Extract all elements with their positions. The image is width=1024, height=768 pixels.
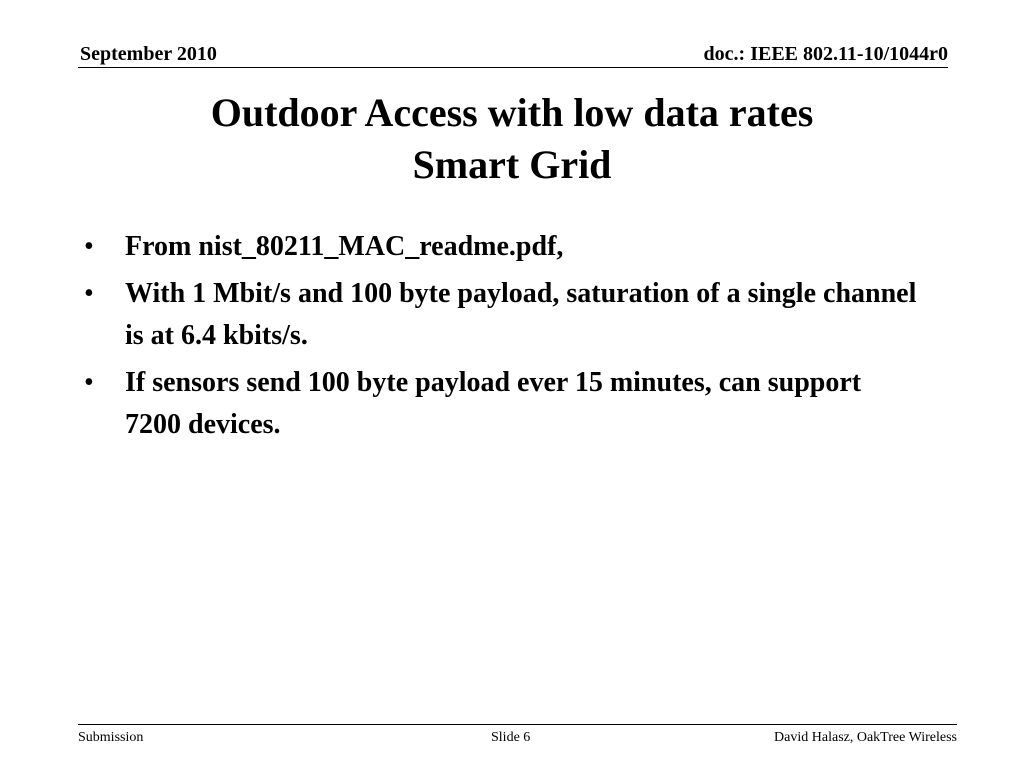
footer-slide-number: Slide 6 (491, 730, 531, 745)
slide-title (0, 87, 1024, 191)
bullet-item (84, 273, 924, 357)
bullet-text: From nist_80211_MAC_readme.pdf, (125, 231, 564, 262)
footer-author: David Halasz, OakTree Wireless (774, 730, 957, 745)
bullet-icon: • (84, 278, 94, 309)
footer-submission: Submission (78, 730, 144, 745)
footer-divider (78, 724, 957, 725)
header-doc-id: doc.: IEEE 802.11-10/1044r0 (703, 43, 948, 65)
slide-title-line-2: Smart Grid (412, 142, 612, 187)
header-date: September 2010 (80, 43, 217, 65)
slide-title-line-1: Outdoor Access with low data rates (210, 90, 814, 135)
bullet-icon: • (84, 231, 94, 262)
bullet-item (84, 362, 924, 446)
bullet-text: With 1 Mbit/s and 100 byte payload, saturation of a single channel is at 6.4 kbits/s. (125, 278, 917, 351)
bullet-item (84, 226, 924, 268)
bullet-list (84, 226, 924, 451)
bullet-icon: • (84, 367, 94, 398)
header-divider (78, 67, 948, 68)
bullet-text: If sensors send 100 byte payload ever 15 minutes, can support 7200 devices. (125, 367, 862, 440)
